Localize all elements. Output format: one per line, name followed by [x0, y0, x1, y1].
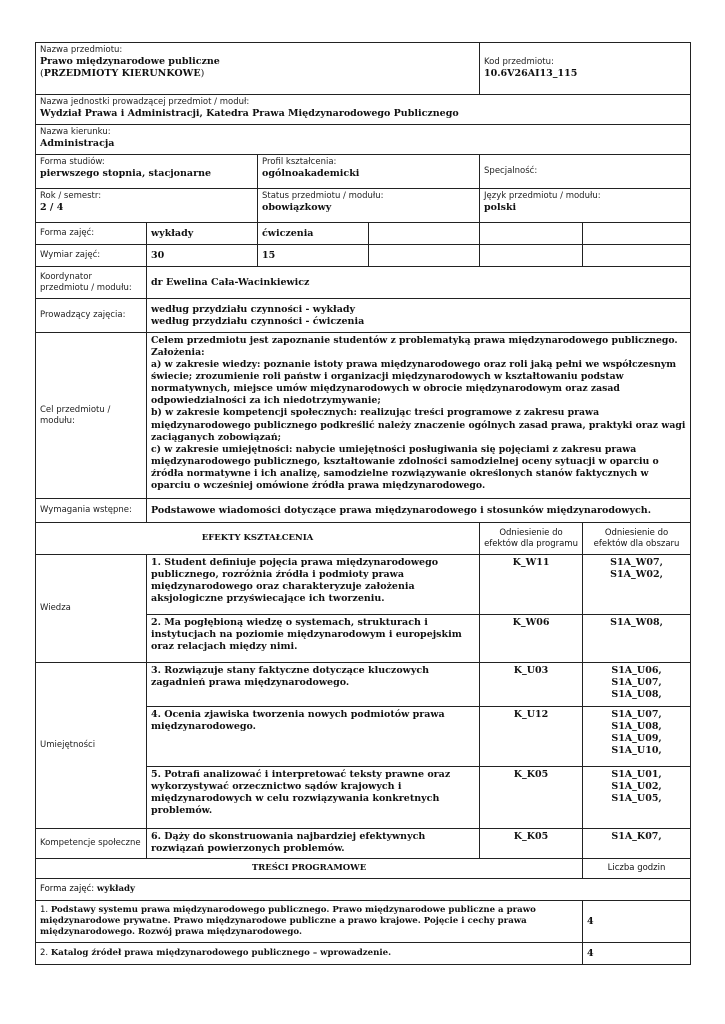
goal-line: Założenia: — [151, 347, 205, 359]
outcome-area — [583, 615, 691, 663]
area-code: S1A_U05, — [611, 792, 662, 804]
area-code: S1A_W08, — [610, 617, 663, 628]
spec-cell — [480, 155, 691, 189]
outcome-text: 3. Rozwiązuje stany faktyczne dotyczące kluczowych zagadnień prawa międzynarodowego. — [147, 663, 480, 707]
unit-label: Nazwa jednostki prowadzącej przedmiot / moduł: — [40, 97, 250, 107]
field-cell — [36, 125, 691, 155]
coordinator-value: dr Ewelina Cała-Wacinkiewicz — [147, 267, 691, 299]
code-value: 10.6V26AI13_115 — [484, 67, 578, 79]
outcome-area — [583, 829, 691, 859]
outcome-program: K_U03 — [480, 663, 583, 707]
outcomes-area-header: Odniesienie do efektów dla obszaru — [583, 523, 691, 555]
form-label: Forma studiów: — [40, 157, 105, 167]
outcome-program: K_W06 — [480, 615, 583, 663]
lang-label: Język przedmiotu / modułu: — [484, 191, 601, 201]
empty-cell — [369, 223, 480, 245]
field-label: Nazwa kierunku: — [40, 127, 111, 137]
subject-name: Prawo międzynarodowe publiczne — [40, 55, 220, 67]
area-code: S1A_W02, — [610, 568, 663, 580]
area-code: S1A_U09, — [611, 732, 662, 744]
empty-cell — [369, 245, 480, 267]
outcome-text: 5. Potrafi analizować i interpretować teksty prawne oraz wykorzystywać orzecznictwo sądów krajowych i międzynarodowych w celu rozwiązywania konkretnych problemów. — [147, 767, 480, 829]
content-form-row — [36, 879, 691, 901]
content-header: TREŚCI PROGRAMOWE — [36, 859, 583, 879]
profile-cell — [258, 155, 480, 189]
group-skills: Umiejętności — [36, 663, 147, 829]
outcome-area — [583, 767, 691, 829]
group-knowledge: Wiedza — [36, 555, 147, 663]
outcome-program: K_U12 — [480, 707, 583, 767]
content-form-value: wykłady — [96, 884, 136, 895]
class-form-label: Forma zajęć: — [36, 223, 147, 245]
content-item-number: 2. — [40, 948, 51, 959]
content-item-text: Katalog źródeł prawa międzynarodowego publicznego – wprowadzenie. — [50, 948, 392, 959]
content-item-hours: 4 — [583, 901, 691, 943]
class-exercise: ćwiczenia — [258, 223, 369, 245]
empty-cell — [583, 245, 691, 267]
group-competences: Kompetencje społeczne — [36, 829, 147, 859]
outcome-area — [583, 707, 691, 767]
content-item — [36, 943, 583, 965]
coordinator-label: Koordynator przedmiotu / modułu: — [36, 267, 147, 299]
empty-cell — [480, 245, 583, 267]
outcome-text: 6. Dąży do skonstruowania najbardziej efektywnych rozwiązań powierzonych problemów. — [147, 829, 480, 859]
content-form-label: Forma zajęć: — [40, 884, 97, 895]
subject-group-line: (PRZEDMIOTY KIERUNKOWE) — [40, 67, 205, 79]
area-code: S1A_U01, — [611, 769, 662, 780]
profile-value: ogólnoakademicki — [262, 167, 360, 179]
area-code: S1A_U08, — [611, 688, 662, 700]
class-lecture: wykłady — [147, 223, 258, 245]
area-code: S1A_U10, — [611, 744, 662, 756]
goal-line: a) w zakresie wiedzy: poznanie istoty prawa międzynarodowego oraz roli jaką pełni we współczesnym świecie; zrozumienie roli państw i organizacji międzynarodowych w kształtowaniu podstaw normatywnych, miejsce umów międzynarodowych w obrocie międzynarodowym oraz zasad odpowiedzialności za ich niedotrzymywanie; — [151, 359, 677, 407]
lecture-hours: 30 — [147, 245, 258, 267]
area-code: S1A_U06, — [611, 665, 662, 676]
syllabus-table — [35, 42, 691, 965]
teacher-line: według przydziału czynności - ćwiczenia — [151, 315, 365, 327]
subject-label: Nazwa przedmiotu: — [40, 45, 123, 55]
outcome-program: K_K05 — [480, 829, 583, 859]
outcomes-program-header: Odniesienie do efektów dla programu — [480, 523, 583, 555]
subject-group: PRZEDMIOTY KIERUNKOWE — [43, 67, 201, 79]
area-code: S1A_U08, — [611, 720, 662, 732]
teachers-cell — [147, 299, 691, 333]
outcomes-header: EFEKTY KSZTAŁCENIA — [36, 523, 480, 555]
syllabus-page — [35, 42, 690, 965]
outcome-text: 1. Student definiuje pojęcia prawa międzynarodowego publicznego, rozróżnia źródła i podmioty prawa międzynarodowego oraz charakteryzuje założenia aksjologiczne przyświecające ich tworzeniu. — [147, 555, 480, 615]
year-label: Rok / semestr: — [40, 191, 102, 201]
area-code: S1A_W07, — [610, 557, 663, 568]
content-hours-header: Liczba godzin — [583, 859, 691, 879]
teachers-label: Prowadzący zajęcia: — [36, 299, 147, 333]
year-value: 2 / 4 — [40, 201, 64, 213]
status-value: obowiązkowy — [262, 201, 332, 213]
goal-line: Celem przedmiotu jest zapoznanie studentów z problematyką prawa międzynarodowego publicznego. — [151, 335, 678, 346]
content-item-number: 1. — [40, 905, 51, 916]
area-code: S1A_U07, — [611, 709, 662, 720]
requirements-value: Podstawowe wiadomości dotyczące prawa międzynarodowego i stosunków międzynarodowych. — [147, 499, 691, 523]
hours-label: Wymiar zajęć: — [36, 245, 147, 267]
outcome-area — [583, 663, 691, 707]
form-cell — [36, 155, 258, 189]
unit-cell — [36, 95, 691, 125]
code-label: Kod przedmiotu: — [484, 57, 554, 68]
area-code: S1A_K07, — [611, 831, 662, 842]
code-cell — [480, 43, 691, 95]
unit-value: Wydział Prawa i Administracji, Katedra Prawa Międzynarodowego Publicznego — [40, 107, 459, 119]
lang-cell — [480, 189, 691, 223]
lang-value: polski — [484, 201, 517, 213]
goal-line: c) w zakresie umiejętności: nabycie umiejętności posługiwania się pojęciami z zakresu prawa międzynarodowego publicznego, kształtowanie zdolności samodzielnej oceny sytuacji w oparciu o źródła normatywne i ich analizę, samodzielne rozwiązywanie określonych stanów faktycznych w oparciu o wcześniej omówione źródła prawa międzynarodowego. — [151, 443, 659, 491]
exercise-hours: 15 — [258, 245, 369, 267]
goal-label: Cel przedmiotu / modułu: — [36, 333, 147, 499]
empty-cell — [480, 223, 583, 245]
subject-cell — [36, 43, 480, 95]
outcome-text: 2. Ma pogłębioną wiedzę o systemach, strukturach i instytucjach na poziomie międzynarodowym i europejskim oraz relacjach między nimi. — [147, 615, 480, 663]
field-value: Administracja — [40, 137, 115, 149]
form-value: pierwszego stopnia, stacjonarne — [40, 167, 212, 179]
outcome-text: 4. Ocenia zjawiska tworzenia nowych podmiotów prawa międzynarodowego. — [147, 707, 480, 767]
year-cell — [36, 189, 258, 223]
requirements-label: Wymagania wstępne: — [36, 499, 147, 523]
content-item — [36, 901, 583, 943]
outcome-program: K_W11 — [480, 555, 583, 615]
area-code: S1A_U07, — [611, 676, 662, 688]
outcome-program: K_K05 — [480, 767, 583, 829]
spec-label: Specjalność: — [484, 166, 538, 177]
content-item-text: Podstawy systemu prawa międzynarodowego publicznego. Prawo międzynarodowe publiczne a prawo międzynarodowe prywatne. Prawo międzynarodowe publiczne a prawo krajowe. Pojęcie i cechy prawa międzynarodowego. Rozwój prawa międzynarodowego. — [40, 905, 536, 937]
content-item-hours: 4 — [583, 943, 691, 965]
status-label: Status przedmiotu / modułu: — [262, 191, 384, 201]
teacher-line: według przydziału czynności - wykłady — [151, 303, 356, 315]
status-cell — [258, 189, 480, 223]
profile-label: Profil kształcenia: — [262, 157, 337, 167]
goal-line: b) w zakresie kompetencji społecznych: realizując treści programowe z zakresu prawa międzynarodowego publicznego podkreślić należy znaczenie ogólnych zasad prawa, praktyki oraz wagi zaciąganych zobowiązań; — [151, 407, 686, 443]
area-code: S1A_U02, — [611, 780, 662, 792]
empty-cell — [583, 223, 691, 245]
goal-text — [147, 333, 691, 499]
outcome-area — [583, 555, 691, 615]
